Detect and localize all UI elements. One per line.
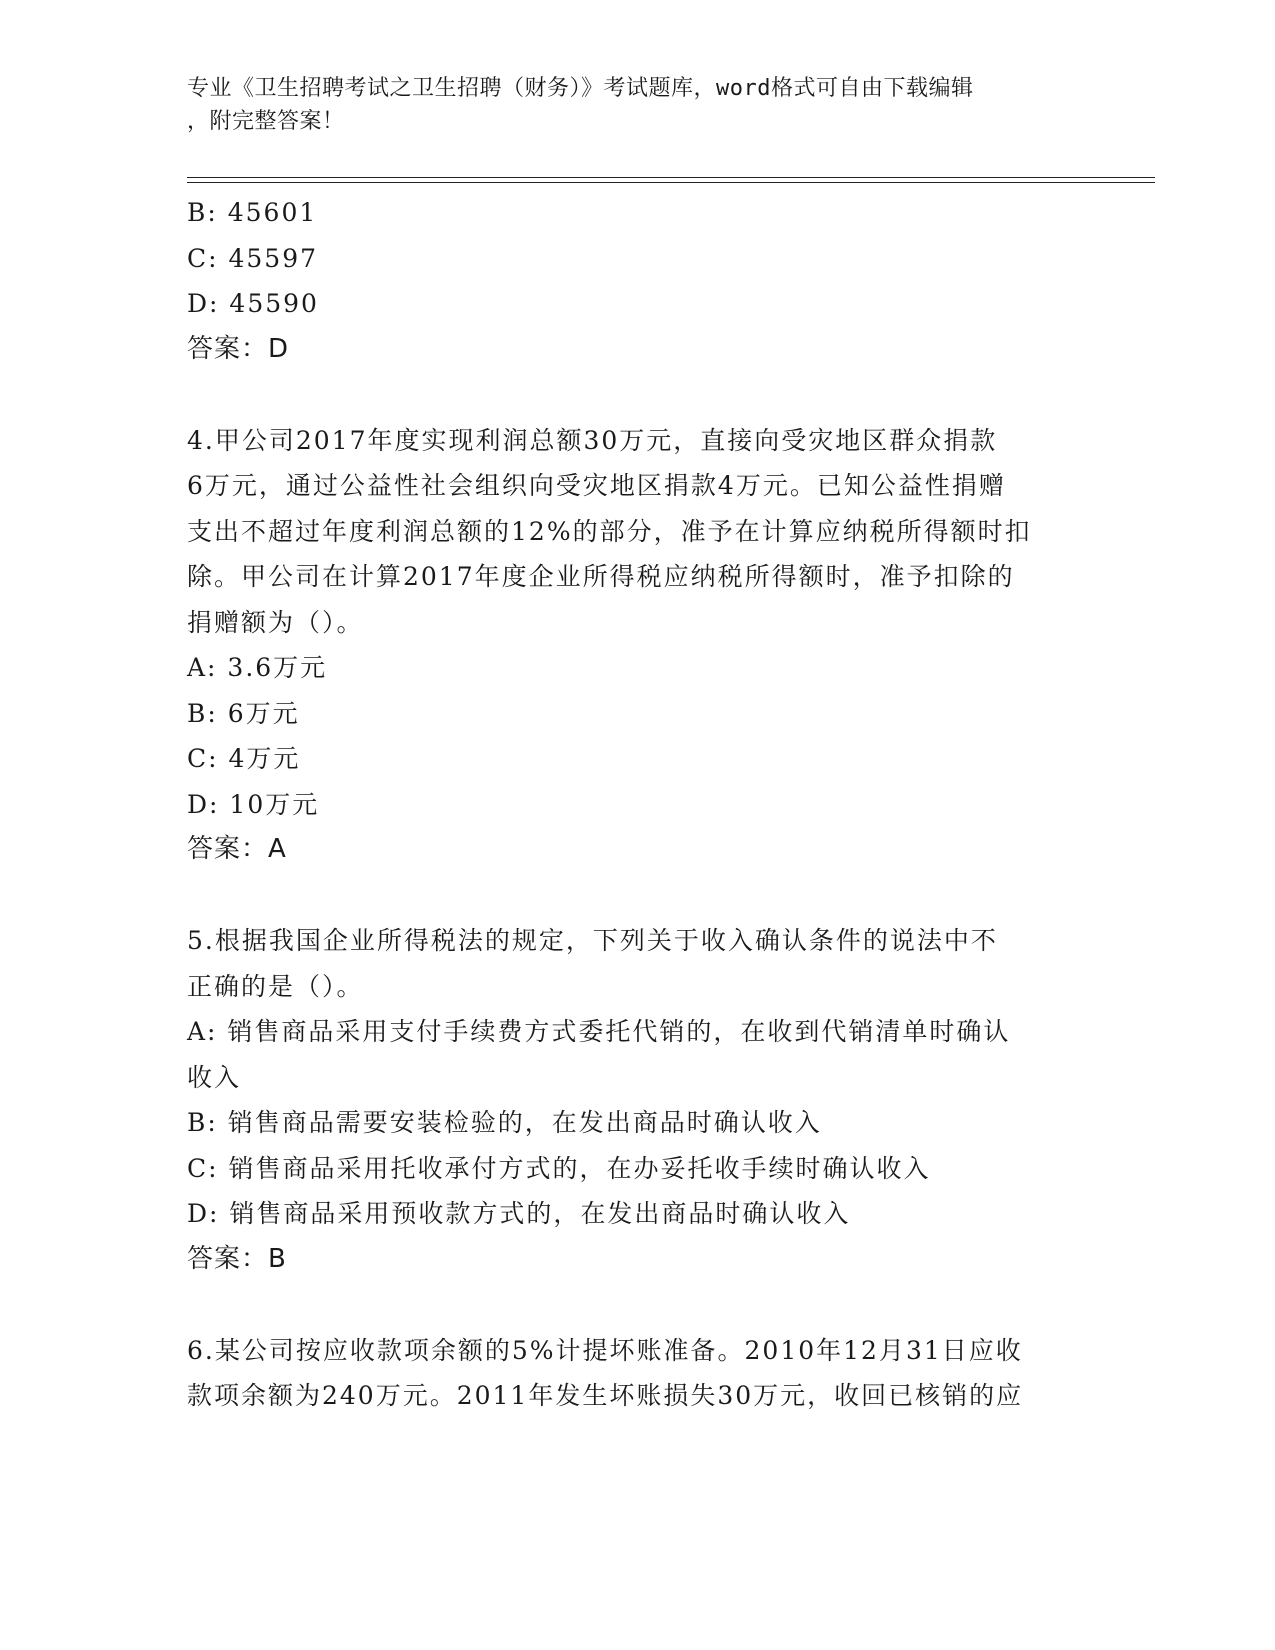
q4-option-b: B: 6万元 [187, 698, 300, 728]
q4-stem-line: 支出不超过年度利润总额的12%的部分，准予在计算应纳税所得额时扣 [187, 516, 1032, 546]
q4-stem-line: 6万元，通过公益性社会组织向受灾地区捐款4万元。已知公益性捐赠 [187, 471, 1006, 500]
q5-answer: 答案：B [187, 1243, 287, 1274]
question-4 [187, 418, 1087, 873]
spacer [187, 873, 1087, 919]
spacer [187, 372, 1087, 418]
q5-option-a-line: A: 销售商品采用支付手续费方式委托代销的，在收到代销清单时确认 [187, 1017, 1011, 1046]
q4-option-a: A: 3.6万元 [187, 653, 328, 682]
header-rule-top [187, 177, 1155, 178]
q5-stem-line: 正确的是（）。 [187, 971, 364, 1001]
q5-stem-line: 5.根据我国企业所得税法的规定，下列关于收入确认条件的说法中不 [187, 926, 998, 955]
q4-answer: 答案：A [187, 834, 287, 864]
q4-option-c: C: 4万元 [187, 744, 301, 773]
header-rule-bottom [187, 182, 1155, 183]
q3-option-d: D: 45590 [187, 289, 319, 318]
question-6 [187, 1328, 1087, 1419]
question-5 [187, 918, 1087, 1282]
q3-option-c: C: 45597 [187, 243, 319, 273]
question-3-tail [187, 190, 1087, 372]
q4-stem-line: 4.甲公司2017年度实现利润总额30万元，直接向受灾地区群众捐款 [187, 425, 998, 455]
q3-answer: 答案：D [187, 333, 290, 364]
q5-option-c: C: 销售商品采用托收承付方式的，在办妥托收手续时确认收入 [187, 1153, 931, 1183]
q6-stem-line: 款项余额为240万元。2011年发生坏账损失30万元，收回已核销的应 [187, 1381, 1024, 1410]
q4-option-d: D: 10万元 [187, 789, 320, 819]
q5-option-a-line: 收入 [187, 1062, 242, 1092]
q6-stem-line: 6.某公司按应收款项余额的5%计提坏账准备。2010年12月31日应收 [187, 1335, 1023, 1365]
q5-option-d: D: 销售商品采用预收款方式的，在发出商品时确认收入 [187, 1199, 851, 1228]
q5-option-b: B: 销售商品需要安装检验的，在发出商品时确认收入 [187, 1108, 822, 1137]
header-title-line-2: ，附完整答案！ [187, 109, 345, 134]
spacer [187, 1282, 1087, 1328]
q4-stem-line: 捐赠额为（）。 [187, 607, 364, 637]
header-title-line-1: 专业《卫生招聘考试之卫生招聘（财务）》考试题库，word格式可自由下载编辑 [187, 76, 974, 101]
q3-option-b: B: 45601 [187, 198, 318, 227]
page-header [187, 72, 1087, 138]
document-body [187, 190, 1087, 1419]
q4-stem-line: 除。甲公司在计算2017年度企业所得税应纳税所得额时，准予扣除的 [187, 562, 1015, 591]
